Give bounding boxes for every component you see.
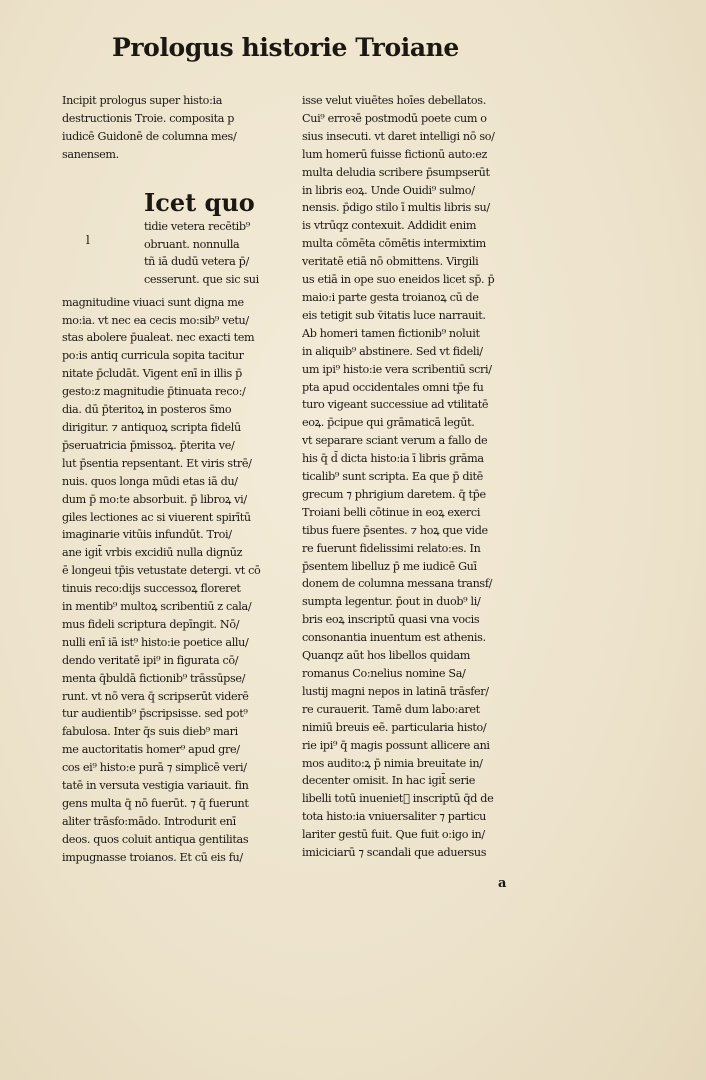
- text-line: imiciciarū ⁊ scandali que aduersus: [302, 846, 487, 860]
- text-line: destructionis Troie. composita p: [62, 111, 235, 125]
- text-line: cos ei⁹ histo:e purā ⁊ simplicē veri/: [62, 761, 247, 775]
- text-line: Ab homeri tamen fictionib⁹ noluit: [302, 326, 480, 340]
- text-line: nensis. p̄digo stilo ī multis libris su/: [302, 201, 490, 215]
- text-line: donem de columna messana transf/: [302, 577, 493, 591]
- text-line: giles lectiones ac si viuerent spirītū: [62, 510, 251, 524]
- incipit-heading: [62, 92, 268, 164]
- text-line: ticalib⁹ sunt scripta. Ea que p̄ ditē: [302, 470, 483, 484]
- text-line: us etiā in ope suo eneidos licet sp̄. p̄: [302, 273, 495, 287]
- text-line: Incipit prologus super histo:ia: [62, 94, 223, 107]
- text-line: romanus Co:nelius nomine Sa/: [302, 667, 466, 680]
- text-line: gesto:z magnitudie p̄tinuata reco:/: [62, 385, 246, 399]
- text-line: deos. quos coluit antiqua gentilitas: [62, 832, 249, 846]
- text-line: tidie vetera recētib⁹: [144, 219, 250, 233]
- text-line: multa cōmēta cōmētis intermixtim: [302, 237, 486, 251]
- text-line: sanensem.: [62, 147, 119, 161]
- text-line: lut p̄sentia repsentant. Et viris strē/: [62, 456, 252, 470]
- text-line: isse velut viuētes hoīes debellatos.: [302, 94, 486, 107]
- text-line: nimiū breuis eē. particularia histo/: [302, 720, 487, 734]
- text-line: iudicē Guidonē de columna mes/: [62, 129, 237, 143]
- text-line: obruant. nonnulla: [144, 237, 240, 251]
- text-line: Cui⁹ erroꝛē postmodū poete cum o: [302, 111, 487, 125]
- text-line: dirigitur. ⁊ antiquoꝝ scripta fidelū: [62, 420, 241, 434]
- text-line: lum homerū fuisse fictionū auto:ez: [302, 147, 488, 161]
- signature-mark: a: [498, 876, 507, 891]
- drop-cap-word: Icet quo: [144, 187, 255, 217]
- text-line: nitate p̄cludāt. Vigent enī in illis p̄: [62, 367, 242, 381]
- text-line: tatē in versuta vestigia variauit. fin: [62, 779, 249, 793]
- text-line: menta q̄buldā fictionib⁹ trāssūpse/: [62, 671, 246, 685]
- text-line: dum p̄ mo:te absorbuit. p̄ libroꝝ vi/: [62, 492, 247, 506]
- text-line: cesserunt. que sic sui: [144, 273, 259, 287]
- text-line: in aliquib⁹ abstinere. Sed vt fideli/: [302, 344, 483, 358]
- text-line: ē longeui tp̄is vetustate detergi. vt cō: [62, 564, 261, 578]
- text-line: nuis. quos longa mūdi etas iā du/: [62, 474, 238, 488]
- text-line: re fuerunt fidelissimi relato:es. In: [302, 541, 481, 555]
- text-line: stas abolere p̄ualeat. nec exacti tem: [62, 331, 255, 345]
- text-line: is vtrūqz contexuit. Addidit enim: [302, 219, 477, 233]
- text-line: mo:ia. vt nec ea cecis mo:sib⁹ vetu/: [62, 313, 249, 327]
- text-line: dendo veritatē ipi⁹ in figurata cō/: [62, 653, 239, 667]
- text-line: ane igit̄ vrbis excidiū nulla dignūz: [62, 546, 243, 560]
- text-line: mos audito:ꝝ p̄ nimia breuitate in/: [302, 756, 483, 770]
- text-line: multa deludia scribere p̄sumpserūt: [302, 165, 490, 179]
- text-line: tur audientib⁹ p̄scripsisse. sed pot⁹: [62, 707, 248, 721]
- text-line: tota histo:ia vniuersaliter ⁊ particu: [302, 810, 487, 824]
- text-line: p̄sentem libelluz p̄ me iudicē Guī: [302, 559, 477, 573]
- text-line: rie ipi⁹ q̄ magis possunt allicere ani: [302, 738, 490, 752]
- text-line: his q̄ d̄ dicta histo:ia ī libris grāma: [302, 452, 484, 466]
- text-line: re curauerit. Tamē dum labo:aret: [302, 702, 480, 716]
- text-line: tñ iā dudū vetera p̄/: [144, 255, 249, 269]
- text-line: eoꝝ. p̄cipue qui grāmaticā legūt.: [302, 416, 475, 430]
- text-line: sumpta legentur. p̄out in duob⁹ li/: [302, 595, 481, 609]
- text-line: lustij magni nepos in latinā trāsfer/: [302, 684, 489, 698]
- text-line: fabulosa. Inter q̄s suis dieb⁹ mari: [62, 725, 238, 739]
- indented-lines: [144, 218, 268, 290]
- text-line: Quanqz aūt hos libellos quidam: [302, 649, 471, 663]
- text-line: um ipi⁹ histo:ie vera scribentiū scri/: [302, 362, 492, 376]
- text-line: pta apud occidentales omni tp̄e fu: [302, 380, 484, 394]
- text-line: vt separare sciant verum a fallo de: [302, 434, 488, 448]
- text-line: me auctoritatis homer⁹ apud gre/: [62, 743, 240, 757]
- text-line: gens multa q̄ nō fuerūt. ⁊ q̄ fuerunt: [62, 797, 249, 810]
- text-line: aliter trāsfo:mādo. Introdurit enī: [62, 814, 236, 828]
- text-line: bris eoꝝ inscriptū quasi vna vocis: [302, 613, 480, 627]
- text-line: impugnasse troianos. Et cū eis fu/: [62, 850, 243, 864]
- text-line: magnitudine viuaci sunt digna me: [62, 295, 244, 309]
- text-line: decenter omisit. In hac igit̄ serie: [302, 774, 475, 788]
- page-title: Prologus historie Troiane: [112, 33, 459, 62]
- text-line: tinuis reco:dijs successoꝝ floreret: [62, 582, 241, 596]
- text-line: veritatē etiā nō obmittens. Virgili: [302, 255, 479, 269]
- text-line: lariter gestū fuit. Que fuit o:igo in/: [302, 828, 485, 842]
- text-line: in libris eoꝝ. Unde Ouidi⁹ sulmo/: [302, 183, 475, 197]
- text-line: runt. vt nō vera q̄ scripserūt viderē: [62, 689, 249, 703]
- text-line: po:is antiq curricula sopita tacitur: [62, 349, 244, 363]
- text-line: imaginarie vitūis infundūt. Troi/: [62, 528, 232, 542]
- text-line: grecum ⁊ phrigium daretem. q̄ tp̄e: [302, 487, 486, 501]
- text-line: dia. dū p̄teritoꝝ in posteros s̄mo: [62, 403, 232, 417]
- left-column: [62, 92, 268, 867]
- right-column: [302, 92, 530, 862]
- text-line: Troiani belli cōtinue in eoꝝ exerci: [302, 505, 481, 519]
- drop-cap-area: [62, 188, 268, 294]
- text-line: turo vigeant successiue ad vtilitatē: [302, 398, 489, 412]
- left-body-text: [62, 294, 268, 867]
- guide-letter: l: [86, 232, 90, 247]
- text-line: mus fideli scriptura depīngit. Nō/: [62, 617, 240, 631]
- text-line: maio:i parte gesta troianoꝝ cū de: [302, 290, 479, 304]
- text-line: sius insecuti. vt daret intelligi nō so/: [302, 129, 495, 143]
- text-line: in mentib⁹ multoꝝ scribentiū z cala/: [62, 600, 252, 614]
- text-line: consonantia inuentum est athenis.: [302, 631, 486, 645]
- text-line: p̄seruatricia p̄missoꝝ. p̄terita ve/: [62, 438, 235, 452]
- text-line: nulli enī iā ist⁹ histo:ie poetice allu/: [62, 635, 249, 649]
- text-line: eis tetigit sub v̄itatis luce narrauit.: [302, 308, 486, 322]
- text-line: libelli totū inuenietᷣ inscriptū q̄d de: [302, 792, 494, 806]
- text-line: tibus fuere p̄sentes. ⁊ hoꝝ que vide: [302, 523, 488, 537]
